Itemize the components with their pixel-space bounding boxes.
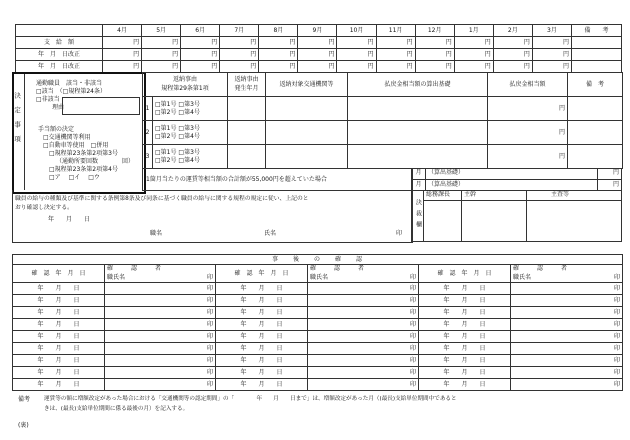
confirm-person-cell[interactable]: 印: [511, 283, 623, 295]
revision-row: 年 月 日改正 円 円 円 円 円 円 円 円 円 円 円 円: [16, 61, 622, 73]
reason-bracket[interactable]: [62, 97, 140, 115]
confirm-person-cell[interactable]: 印: [308, 307, 419, 319]
confirm-person-cell[interactable]: 印: [105, 331, 216, 343]
certification-line2: おり確認し決定する。: [15, 205, 73, 211]
chief-stamp[interactable]: [462, 200, 527, 241]
h-remarks: 備 考: [568, 73, 623, 97]
chief-label: 主幹: [462, 190, 527, 200]
decision-vertical-label: 決定事項: [13, 92, 22, 150]
month-header: 7月: [220, 25, 259, 37]
approval-table: [411, 190, 622, 242]
confirm-date-cell[interactable]: 年 月 日: [13, 319, 105, 331]
confirm-person-cell[interactable]: 印: [511, 307, 623, 319]
title-label: 職名: [150, 230, 163, 237]
method-title: 手当額の決定: [38, 126, 75, 133]
h-reason-date-sub: 発生年月: [234, 85, 259, 92]
after-row: [13, 343, 623, 355]
confirm-person-cell[interactable]: 印: [105, 367, 216, 379]
confirm-person-cell[interactable]: 印: [511, 379, 623, 391]
footnote-label: 備考: [18, 396, 31, 403]
certification-seal: 印: [396, 230, 403, 237]
reason-label: 理由: [52, 104, 65, 111]
transport-checkbox[interactable]: □ 交通機関等利用: [43, 134, 91, 142]
confirm-date-cell[interactable]: 年 月 日: [13, 283, 105, 295]
general-manager-stamp[interactable]: [424, 200, 462, 241]
confirm-date-cell[interactable]: 年 月 日: [419, 367, 511, 379]
remarks-header: 備 考: [572, 25, 622, 37]
month-header: 10月: [337, 25, 376, 37]
person-in-charge-stamp[interactable]: [527, 200, 622, 241]
confirm-date-cell[interactable]: 年 月 日: [216, 367, 308, 379]
car-checkbox[interactable]: □ 自動車等使用 □併用: [43, 142, 108, 150]
month-header: 2月: [493, 25, 532, 37]
general-manager-label: 総務課長: [424, 190, 462, 200]
after-confirmation-table: [12, 254, 623, 391]
person-in-charge-label: 主査等: [527, 190, 622, 200]
confirm-person-cell[interactable]: 印: [105, 319, 216, 331]
applicable-checkbox[interactable]: □ 該当 （□規程第24条）: [36, 88, 106, 96]
confirm-person-cell[interactable]: 印: [511, 367, 623, 379]
confirm-person-cell[interactable]: 印: [308, 343, 419, 355]
after-row: [13, 295, 623, 307]
month-header: 12月: [415, 25, 454, 37]
confirm-person-cell[interactable]: 印: [105, 283, 216, 295]
footnote-line2: きは、(最長)支給単位期間に係る最後の月）を記入する。: [44, 406, 189, 412]
month-header: 1月: [454, 25, 493, 37]
confirm-date-cell[interactable]: 年 月 日: [13, 355, 105, 367]
row-label: 年 月 日改正: [16, 49, 103, 61]
confirm-date-cell[interactable]: 年 月 日: [13, 307, 105, 319]
confirm-date-cell[interactable]: 年 月 日: [216, 307, 308, 319]
confirm-date-cell[interactable]: 年 月 日: [216, 319, 308, 331]
abc-options[interactable]: □ ア □ イ □ ウ: [49, 174, 100, 182]
confirm-date-cell[interactable]: 年 月 日: [13, 295, 105, 307]
row-label: 支 給 額: [16, 37, 103, 49]
month-header: 3月: [532, 25, 571, 37]
after-row: [13, 331, 623, 343]
confirm-person-cell[interactable]: 印: [105, 307, 216, 319]
confirm-person-cell[interactable]: 印: [511, 295, 623, 307]
return-row: 3 □ 第1号 □ 第3号 □ 第2号 □ 第4号 円: [143, 145, 623, 169]
month-header: 11月: [376, 25, 415, 37]
commute-title: 通勤職員 該当・非該当: [36, 80, 103, 87]
confirm-date-cell[interactable]: 年 月 日: [419, 295, 511, 307]
calc-basis-table: 月 （算出基礎） 円 月 （算出基礎） 円: [411, 168, 622, 191]
decision-divider: [24, 74, 25, 190]
confirm-date-cell[interactable]: 年 月 日: [13, 379, 105, 391]
monthly-allowance-table: [15, 24, 622, 73]
footnote-line1: 運賃等の額に増額改定があった場合における「交通機関等の認定期間」の「 年 月 日まで」は、増額改定があった月（(最長)支給単位期間中であると: [44, 396, 457, 402]
after-row: [13, 319, 623, 331]
confirm-date-cell[interactable]: 年 月 日: [419, 307, 511, 319]
confirm-date-cell[interactable]: 年 月 日: [419, 319, 511, 331]
after-title: 事 後 の 確 認: [13, 255, 623, 265]
confirm-person-cell[interactable]: 印: [105, 343, 216, 355]
confirm-person-cell[interactable]: 印: [511, 331, 623, 343]
month-header: 9月: [298, 25, 337, 37]
confirm-date-cell[interactable]: 年 月 日: [13, 343, 105, 355]
month-header: 8月: [259, 25, 298, 37]
h-target: 返納対象交通機関等: [266, 73, 348, 97]
h-calc: 払戻金相当額の算出基礎: [348, 73, 488, 97]
confirm-person-cell[interactable]: 印: [308, 331, 419, 343]
confirm-date-cell[interactable]: 年 月 日: [216, 331, 308, 343]
confirm-date-cell[interactable]: 年 月 日: [419, 343, 511, 355]
month-header: 6月: [181, 25, 220, 37]
after-row: [13, 367, 623, 379]
rule1-checkbox[interactable]: □ 規程第23条第2項第3号: [49, 150, 118, 158]
rule2-checkbox[interactable]: □ 規程第23条第2項第4号: [49, 166, 118, 174]
confirm-person-cell[interactable]: 印: [308, 379, 419, 391]
after-row: [13, 355, 623, 367]
h-amount: 払戻金相当額: [488, 73, 568, 97]
approval-vertical-label: 決裁欄: [414, 198, 422, 232]
row-label: 年 月 日改正: [16, 61, 103, 73]
confirm-date-cell[interactable]: 年 月 日: [419, 331, 511, 343]
header-blank: [16, 25, 103, 37]
h-reason-date: 返納事由: [234, 76, 259, 83]
footnote-back: (裏): [18, 422, 29, 429]
h-reason: 返納事由: [173, 76, 198, 83]
confirm-date-cell[interactable]: 年 月 日: [419, 283, 511, 295]
confirm-date-cell[interactable]: 年 月 日: [216, 283, 308, 295]
return-table: [142, 72, 623, 169]
confirm-date-cell[interactable]: 年 月 日: [216, 355, 308, 367]
month-header: 5月: [142, 25, 181, 37]
confirm-person-cell[interactable]: 印: [105, 295, 216, 307]
confirm-person-cell[interactable]: 印: [105, 355, 216, 367]
over-limit-text: 1箇月当たりの運賃等相当額の合計額が55,000円を超えていた場合: [146, 176, 327, 183]
return-row: 1 □ 第1号 □ 第3号 □ 第2号 □ 第4号 円: [143, 97, 623, 121]
commute-count[interactable]: （通勤所要回数 回）: [56, 158, 135, 165]
after-row: [13, 307, 623, 319]
not-applicable-checkbox[interactable]: □ 非該当: [36, 96, 60, 104]
allowance-row: 支 給 額 円 円 円 円 円 円 円 円 円 円 円 円: [16, 37, 622, 49]
after-row: [13, 283, 623, 295]
after-row: [13, 379, 623, 391]
confirm-person-cell[interactable]: 印: [105, 379, 216, 391]
confirm-person-cell[interactable]: 印: [308, 319, 419, 331]
confirm-person-cell[interactable]: 印: [511, 355, 623, 367]
certification-line1: 職員の給与の種類及び基準に関する条例第8条及び同条に基づく職員の給与に関する規程の規定に従い、上記のと: [15, 196, 309, 202]
confirm-person-cell[interactable]: 印: [308, 283, 419, 295]
revision-row: 年 月 日改正 円 円 円 円 円 円 円 円 円 円 円 円: [16, 49, 622, 61]
confirm-date-cell[interactable]: 年 月 日: [216, 295, 308, 307]
confirm-person-cell[interactable]: 印: [308, 295, 419, 307]
month-header: 4月: [103, 25, 142, 37]
confirm-person-cell[interactable]: 印: [308, 355, 419, 367]
h-reason-sub: 規程第29条第1項: [161, 85, 209, 92]
confirm-person-cell[interactable]: 印: [511, 343, 623, 355]
confirm-date-cell[interactable]: 年 月 日: [419, 379, 511, 391]
confirm-date-cell[interactable]: 年 月 日: [13, 367, 105, 379]
confirm-person-cell[interactable]: 印: [308, 367, 419, 379]
confirm-date-cell[interactable]: 年 月 日: [216, 343, 308, 355]
confirm-date-cell[interactable]: 年 月 日: [419, 355, 511, 367]
confirm-date-cell[interactable]: 年 月 日: [13, 331, 105, 343]
confirm-date-cell[interactable]: 年 月 日: [216, 379, 308, 391]
return-row: 2 □ 第1号 □ 第3号 □ 第2号 □ 第4号 円: [143, 121, 623, 145]
certification-date[interactable]: 年 月 日: [48, 216, 91, 223]
name-label: 氏名: [264, 230, 277, 237]
after-header-row: 確 認 年 月 日 確 認 者 職氏名 印 確 認 年 月 日 確 認 者 職氏名 印 確 認 年 月 日 確 認 者 職氏名 印: [13, 265, 623, 283]
confirm-person-cell[interactable]: 印: [511, 319, 623, 331]
